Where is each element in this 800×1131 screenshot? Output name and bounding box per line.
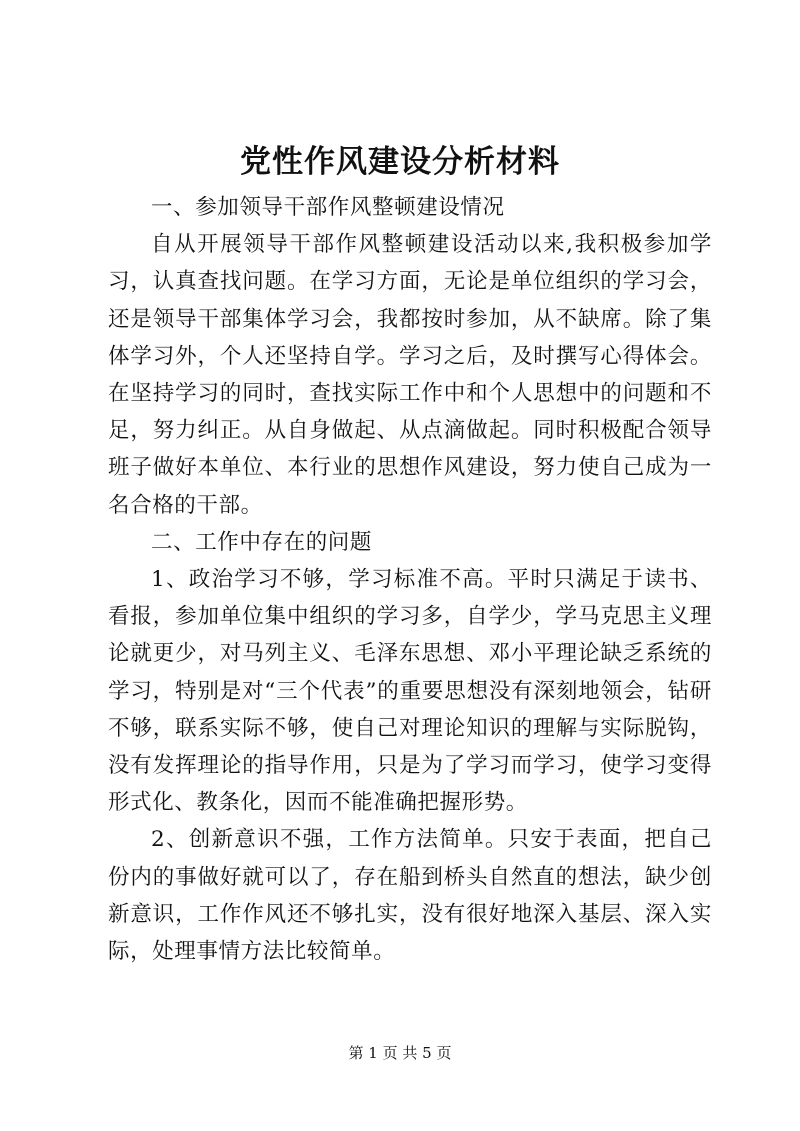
paragraph: 自从开展领导干部作风整顿建设活动以来,我积极参加学习，认真查找问题。在学习方面，无论是单位组织的学习会，还是领导干部集体学习会，我都按时参加，从不缺席。除了集体学习外，个人还坚持自学。学习之后，及时撰写心得体会。在坚持学习的同时，查找实际工作中和个人思想中的问题和不足，努力纠正。从自身做起、从点滴做起。同时积极配合领导班子做好本单位、本行业的思想作风建设，努力使自己成为一名合格的干部。 [108, 232, 712, 518]
page-number: 第 1 页 共 5 页 [348, 1044, 452, 1062]
section-heading: 一、参加领导干部作风整顿建设情况 [151, 195, 505, 220]
paragraph: 1、政治学习不够，学习标准不高。平时只满足于读书、看报，参加单位集中组织的学习多，自学少，学马克思主义理论就更少，对马列主义、毛泽东思想、邓小平理论缺乏系统的学习，特别是对“三个代表”的重要思想没有深刻地领会，钻研不够，联系实际不够，使自己对理论知识的理解与实际脱钩，没有发挥理论的指导作用，只是为了学习而学习，使学习变得形式化、教条化，因而不能准确把握形势。 [108, 567, 712, 816]
document-body [108, 189, 712, 970]
section-heading: 二、工作中存在的问题 [151, 529, 373, 555]
document-title: 党性作风建设分析材料 [240, 144, 560, 180]
paragraph: 2、创新意识不强，工作方法简单。只安于表面，把自己份内的事做好就可以了，存在船到桥头自然直的想法，缺少创新意识，工作作风还不够扎实，没有很好地深入基层、深入实际，处理事情方法比较简单。 [108, 827, 712, 965]
